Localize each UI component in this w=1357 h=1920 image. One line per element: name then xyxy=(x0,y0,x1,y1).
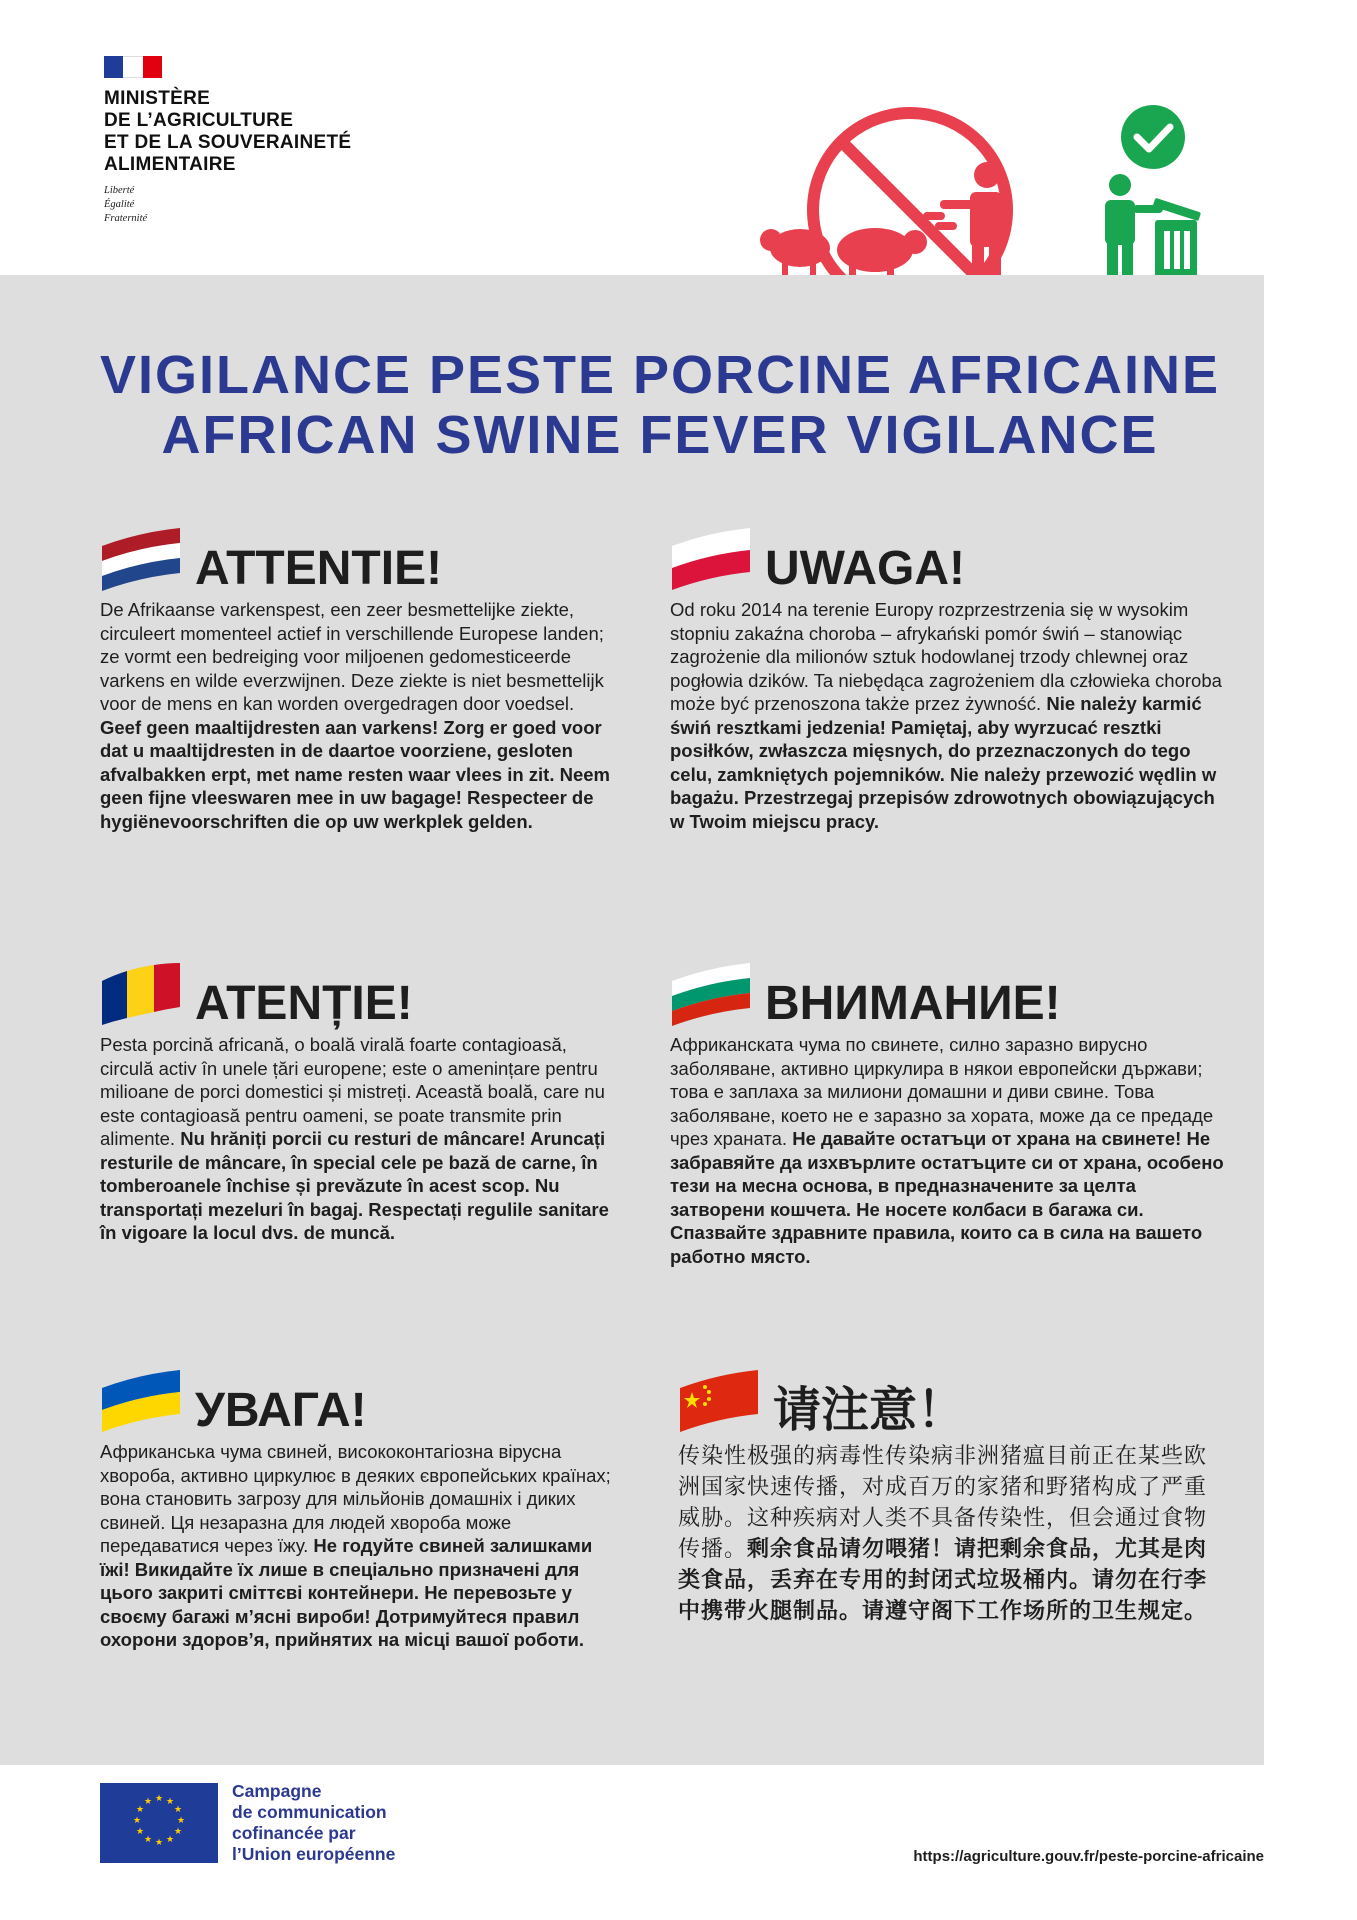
ministry-name: MINISTÈRE DE L’AGRICULTURE ET DE LA SOUVERAINETÉ ALIMENTAIRE xyxy=(104,88,352,175)
header xyxy=(0,0,1357,275)
svg-text:★: ★ xyxy=(143,1797,153,1807)
campaign-text: Campagne de communication cofinancée par l’Union européenne xyxy=(232,1781,396,1864)
section-dutch xyxy=(100,528,620,833)
svg-text:★: ★ xyxy=(132,1816,142,1826)
svg-text:★: ★ xyxy=(173,1805,183,1815)
section-title: UWAGA! xyxy=(765,542,965,595)
svg-text:★: ★ xyxy=(176,1816,186,1826)
section-romanian xyxy=(100,963,620,1245)
bulgaria-flag-icon xyxy=(670,963,752,1031)
svg-text:★: ★ xyxy=(173,1827,183,1837)
svg-text:★: ★ xyxy=(154,1838,164,1848)
french-flag-icon xyxy=(104,56,162,78)
section-polish xyxy=(670,528,1225,833)
ukraine-flag-icon xyxy=(100,1370,182,1438)
section-bulgarian xyxy=(670,963,1225,1268)
title-french: VIGILANCE PESTE PORCINE AFRICAINE xyxy=(99,345,1221,405)
svg-text:★: ★ xyxy=(165,1835,175,1845)
svg-text:★: ★ xyxy=(135,1805,145,1815)
footer xyxy=(0,1765,1357,1920)
republic-motto: Liberté Égalité Fraternité xyxy=(104,185,148,224)
section-text: Африканската чума по свинете, силно заразно вирусно заболяване, активно циркулира в някои европейски държави; това е заплаха за милиони домашни и диви свине. Това заболяване, което не е заразно за хората, може да се предаде чрез храната. Не давайте остатъци от храна на свинете! Не забравяйте да изхвърлите остатъците си от храна, особено тези на месна основа, в предназначените за целта затворени кошчета. Не носете колбаси в багажа си. Спазвайте здравните правила, които са в сила на вашето работно място. xyxy=(670,1034,1224,1267)
eu-flag-icon xyxy=(100,1783,218,1863)
poland-flag-icon xyxy=(670,528,752,596)
netherlands-flag-icon xyxy=(100,528,182,596)
china-flag-icon xyxy=(678,1370,760,1438)
section-text: 传染性极强的病毒性传染病非洲猪瘟目前正在某些欧洲国家快速传播，对成百万的家猪和野猪构成了严重威胁。这种疾病对人类不具备传染性，但会通过食物传播。剩余食品请勿喂猪！请把剩余食品，尤其是肉类食品，丢弃在专用的封闭式垃圾桶内。请勿在行李中携带火腿制品。请遵守阁下工作场所的卫生规定。 xyxy=(678,1443,1208,1623)
trash-bin-check-icon xyxy=(1095,105,1235,280)
section-title: ATTENTIE! xyxy=(195,542,443,595)
ministry-logo xyxy=(104,56,404,226)
section-text: Африканська чума свиней, висококонтагіозна вірусна хвороба, активно циркулює в деяких європейських країнах; вона становить загрозу для мільйонів домашніх і диких свиней. Ця незаразна для людей хвороба може передаватися через їжу. Не годуйте свиней залишками їжі! Викидайте їх лише в спеціально призначені для цього закриті сміттєві контейнери. Не перевозьте у своєму багажі м’ясні вироби! Дотримуйтеся правил охорони здоров’я, прийнятих на місці вашої роботи. xyxy=(100,1441,611,1650)
content-panel xyxy=(0,275,1264,1765)
title-english: AFRICAN SWINE FEVER VIGILANCE xyxy=(161,405,1159,465)
svg-text:★: ★ xyxy=(154,1794,164,1804)
romania-flag-icon xyxy=(100,963,182,1031)
section-ukrainian xyxy=(100,1370,620,1652)
section-title: ВНИМАНИЕ! xyxy=(765,977,1061,1030)
section-text: Pesta porcină africană, o boală virală foarte contagioasă, circulă activ în unele țări europene; este o amenințare pentru milioane de porci domestici și mistreți. Această boală, care nu este contagioasă pentru oameni, se poate transmite prin alimente. Nu hrăniți porcii cu resturi de mâncare! Aruncați resturile de mâncare, în special cele pe bază de carne, în tomberoanele închise și prevăzute în acest scop. Nu transportați mezeluri în bagaj. Respectați regulile sanitare în vigoare la locul dvs. de muncă. xyxy=(100,1034,609,1243)
section-chinese xyxy=(678,1370,1223,1626)
section-text: Od roku 2014 na terenie Europy rozprzestrzenia się w wysokim stopniu zakaźna choroba – afrykański pomór świń – stanowiąc zagrożenie dla milionów sztuk hodowlanej trzody chlewnej oraz pogłowia dzików. Ta niebędąca zagrożeniem dla człowieka choroba może być przenoszona także przez żywność. Nie należy karmić świń resztkami jedzenia! Pamiętaj, aby wyrzucać resztki posiłków, zwłaszcza mięsnych, do przeznaczonych do tego celu, zamkniętych pojemników. Nie należy przewozić wędlin w bagażu. Przestrzegaj przepisów zdrowotnych obowiązujących w Twoim miejscu pracy. xyxy=(670,599,1222,832)
section-title: УВАГА! xyxy=(195,1384,367,1437)
section-title: 请注意！ xyxy=(773,1384,966,1437)
section-title: ATENȚIE! xyxy=(195,977,413,1030)
section-text: De Afrikaanse varkenspest, een zeer besmettelijke ziekte, circuleert momenteel actief in verschillende Europese landen; ze vormt een bedreiging voor miljoenen gedomesticeerde varkens en wilde everzwijnen. Deze ziekte is niet besmettelijk voor de mens en kan worden overgedragen door voedsel. Geef geen maaltijdresten aan varkens! Zorg er goed voor dat u maaltijdresten in de daartoe voorziene, gesloten afvalbakken erpt, met name resten waar vlees in zit. Neem geen fijne vleeswaren mee in uw bagage! Respecteer de hygiënevoorschriften die op uw werkplek gelden. xyxy=(100,599,611,832)
website-link[interactable]: https://agriculture.gouv.fr/peste-porcine-africaine xyxy=(913,1848,1264,1865)
svg-text:★: ★ xyxy=(135,1827,145,1837)
main-title xyxy=(0,345,1320,465)
svg-text:★: ★ xyxy=(165,1797,175,1807)
svg-text:★: ★ xyxy=(143,1835,153,1845)
